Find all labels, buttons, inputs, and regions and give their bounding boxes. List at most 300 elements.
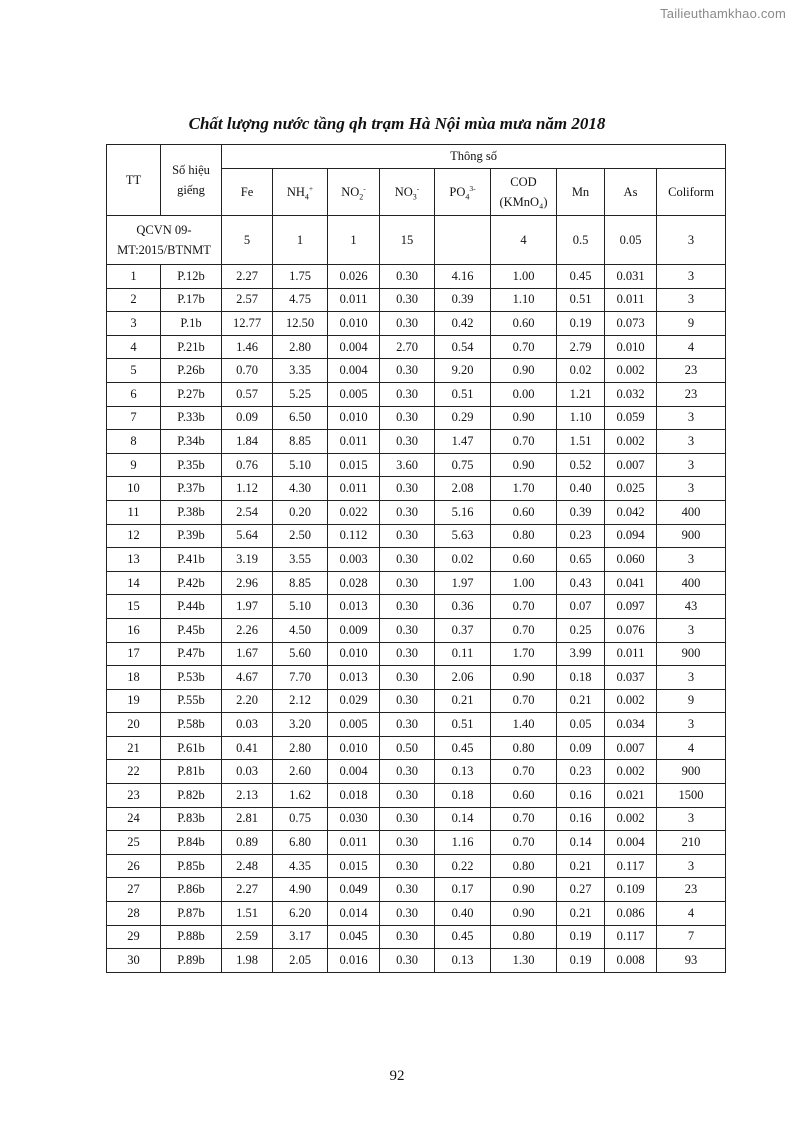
table-cell: 2.96 <box>222 571 273 595</box>
table-cell: 0.109 <box>605 878 657 902</box>
table-cell: 0.60 <box>491 784 557 808</box>
table-cell: 4.35 <box>273 854 328 878</box>
table-cell: 0.011 <box>328 430 380 454</box>
table-cell: 2.13 <box>222 784 273 808</box>
table-cell: 0.015 <box>328 453 380 477</box>
table-cell: 0.13 <box>435 949 491 973</box>
table-cell: 0.30 <box>380 571 435 595</box>
table-cell: 93 <box>657 949 726 973</box>
table-cell: 4.16 <box>435 265 491 289</box>
table-cell: 0.70 <box>491 689 557 713</box>
table-cell: 0.03 <box>222 713 273 737</box>
table-cell: 0.042 <box>605 500 657 524</box>
table-cell: P.12b <box>161 265 222 289</box>
table-cell: P.84b <box>161 831 222 855</box>
table-cell: 8 <box>107 430 161 454</box>
table-cell: 0.002 <box>605 807 657 831</box>
table-cell: 0.76 <box>222 453 273 477</box>
table-row <box>107 595 726 619</box>
table-title: Chất lượng nước tầng qh trạm Hà Nội mùa mưa năm 2018 <box>188 114 606 133</box>
table-cell: 0.011 <box>328 831 380 855</box>
header-well-id <box>161 145 222 216</box>
page-number: 92 <box>389 1068 405 1084</box>
table-cell: 0.30 <box>380 288 435 312</box>
table-row <box>107 618 726 642</box>
table-cell: P.26b <box>161 359 222 383</box>
table-cell: 0.011 <box>605 642 657 666</box>
table-cell: 2.70 <box>380 335 435 359</box>
table-cell: 0.30 <box>380 430 435 454</box>
table-cell: 4 <box>107 335 161 359</box>
table-cell: 400 <box>657 571 726 595</box>
table-cell: 27 <box>107 878 161 902</box>
table-cell: 0.40 <box>435 902 491 926</box>
table-cell: 3 <box>657 713 726 737</box>
table-cell: 0.29 <box>435 406 491 430</box>
table-cell: 2.81 <box>222 807 273 831</box>
table-cell: 3 <box>107 312 161 336</box>
table-cell: 900 <box>657 524 726 548</box>
table-cell: 5.25 <box>273 382 328 406</box>
table-cell: 0.30 <box>380 666 435 690</box>
table-cell: 6.80 <box>273 831 328 855</box>
table-cell: 0.70 <box>491 618 557 642</box>
table-cell: 0.018 <box>328 784 380 808</box>
table-cell: 0.073 <box>605 312 657 336</box>
table-cell: 0.010 <box>328 736 380 760</box>
table-row <box>107 902 726 926</box>
standard-value: 15 <box>380 216 435 265</box>
table-cell: 0.70 <box>491 595 557 619</box>
table-cell: 0.09 <box>222 406 273 430</box>
table-cell: 0.42 <box>435 312 491 336</box>
table-cell: 2.26 <box>222 618 273 642</box>
standard-row <box>107 216 726 265</box>
table-row <box>107 736 726 760</box>
table-cell: 24 <box>107 807 161 831</box>
table-cell: 0.16 <box>557 807 605 831</box>
table-row <box>107 760 726 784</box>
table-row <box>107 265 726 289</box>
table-cell: 0.51 <box>557 288 605 312</box>
table-row <box>107 288 726 312</box>
header-no2 <box>328 169 380 216</box>
table-cell: 0.16 <box>557 784 605 808</box>
table-cell: 0.049 <box>328 878 380 902</box>
table-cell: 0.045 <box>328 925 380 949</box>
no3-base: NO <box>394 184 413 199</box>
table-cell: 0.016 <box>328 949 380 973</box>
table-cell: 0.30 <box>380 477 435 501</box>
table-cell: 4 <box>657 335 726 359</box>
table-cell: 0.14 <box>557 831 605 855</box>
table-cell: 0.007 <box>605 736 657 760</box>
table-cell: 0.80 <box>491 854 557 878</box>
no3-sup: - <box>416 183 420 193</box>
table-cell: 5.60 <box>273 642 328 666</box>
table-cell: 210 <box>657 831 726 855</box>
table-cell: 3 <box>657 430 726 454</box>
table-cell: 0.031 <box>605 265 657 289</box>
standard-value: 5 <box>222 216 273 265</box>
header-well-line2: giếng <box>177 183 205 197</box>
table-cell: 0.011 <box>605 288 657 312</box>
table-cell: 2.27 <box>222 878 273 902</box>
table-body <box>107 265 726 973</box>
table-cell: P.89b <box>161 949 222 973</box>
table-cell: 0.45 <box>435 736 491 760</box>
table-cell: 0.75 <box>435 453 491 477</box>
table-row <box>107 831 726 855</box>
no3-sub: 3 <box>412 192 417 201</box>
table-cell: P.21b <box>161 335 222 359</box>
table-cell: 7 <box>657 925 726 949</box>
table-cell: 3.20 <box>273 713 328 737</box>
header-as: As <box>605 169 657 216</box>
table-cell: 1.97 <box>435 571 491 595</box>
table-cell: 0.004 <box>605 831 657 855</box>
table-cell: 1.12 <box>222 477 273 501</box>
table-row <box>107 689 726 713</box>
table-cell: 5.63 <box>435 524 491 548</box>
table-cell: 12.50 <box>273 312 328 336</box>
table-cell: 0.015 <box>328 854 380 878</box>
table-cell: 0.89 <box>222 831 273 855</box>
table-cell: 0.25 <box>557 618 605 642</box>
table-cell: P.86b <box>161 878 222 902</box>
table-cell: 4.90 <box>273 878 328 902</box>
table-cell: 0.90 <box>491 359 557 383</box>
table-cell: 1.21 <box>557 382 605 406</box>
table-cell: 2 <box>107 288 161 312</box>
table-cell: 30 <box>107 949 161 973</box>
table-cell: 0.70 <box>491 430 557 454</box>
cod-line2: (KMnO₄) <box>499 195 548 209</box>
table-row <box>107 335 726 359</box>
table-cell: 0.009 <box>328 618 380 642</box>
table-cell: 0.60 <box>491 312 557 336</box>
table-cell: 28 <box>107 902 161 926</box>
table-cell: 0.30 <box>380 854 435 878</box>
po4-base: PO <box>449 184 466 199</box>
standard-value: 1 <box>273 216 328 265</box>
table-cell: 1.47 <box>435 430 491 454</box>
table-cell: 0.65 <box>557 548 605 572</box>
table-row <box>107 548 726 572</box>
table-cell: 0.30 <box>380 382 435 406</box>
table-cell: P.17b <box>161 288 222 312</box>
table-cell: 9 <box>657 689 726 713</box>
table-cell: 0.112 <box>328 524 380 548</box>
table-cell: 5.64 <box>222 524 273 548</box>
table-cell: 0.059 <box>605 406 657 430</box>
table-cell: 0.003 <box>328 548 380 572</box>
table-cell: 0.37 <box>435 618 491 642</box>
table-cell: 4.50 <box>273 618 328 642</box>
table-cell: 23 <box>107 784 161 808</box>
table-cell: 0.90 <box>491 666 557 690</box>
table-cell: 0.014 <box>328 902 380 926</box>
table-cell: 16 <box>107 618 161 642</box>
table-cell: 0.70 <box>491 335 557 359</box>
standard-value: 0.05 <box>605 216 657 265</box>
table-cell: 0.30 <box>380 689 435 713</box>
table-cell: 0.27 <box>557 878 605 902</box>
table-cell: 3 <box>657 548 726 572</box>
table-cell: 23 <box>657 382 726 406</box>
table-cell: 0.008 <box>605 949 657 973</box>
table-cell: 0.54 <box>435 335 491 359</box>
table-cell: 23 <box>657 359 726 383</box>
table-cell: P.27b <box>161 382 222 406</box>
table-cell: 3 <box>657 666 726 690</box>
water-quality-table <box>106 144 726 973</box>
table-cell: 0.002 <box>605 689 657 713</box>
table-cell: 7 <box>107 406 161 430</box>
table-cell: 0.013 <box>328 595 380 619</box>
table-cell: 6.50 <box>273 406 328 430</box>
no2-base: NO <box>341 184 360 199</box>
table-cell: 0.13 <box>435 760 491 784</box>
table-cell: 9.20 <box>435 359 491 383</box>
table-row <box>107 524 726 548</box>
table-cell: P.61b <box>161 736 222 760</box>
table-row <box>107 359 726 383</box>
table-cell: 0.007 <box>605 453 657 477</box>
table-cell: 0.004 <box>328 359 380 383</box>
table-row <box>107 453 726 477</box>
table-cell: 7.70 <box>273 666 328 690</box>
table-cell: 900 <box>657 760 726 784</box>
table-cell: 29 <box>107 925 161 949</box>
table-cell: 4.30 <box>273 477 328 501</box>
table-cell: 0.117 <box>605 925 657 949</box>
table-cell: 2.05 <box>273 949 328 973</box>
table-cell: P.85b <box>161 854 222 878</box>
table-cell: 0.30 <box>380 807 435 831</box>
table-row <box>107 382 726 406</box>
table-cell: 0.21 <box>557 902 605 926</box>
table-cell: 0.14 <box>435 807 491 831</box>
table-cell: 1.70 <box>491 642 557 666</box>
table-cell: 0.30 <box>380 312 435 336</box>
table-cell: 0.80 <box>491 925 557 949</box>
table-cell: 0.034 <box>605 713 657 737</box>
table-cell: 0.18 <box>557 666 605 690</box>
table-cell: 0.010 <box>605 335 657 359</box>
table-cell: P.83b <box>161 807 222 831</box>
table-cell: 1.84 <box>222 430 273 454</box>
table-cell: P.35b <box>161 453 222 477</box>
table-row <box>107 666 726 690</box>
table-cell: 2.48 <box>222 854 273 878</box>
table-cell: 0.30 <box>380 642 435 666</box>
table-cell: 0.021 <box>605 784 657 808</box>
nh4-base: NH <box>286 184 305 199</box>
table-row <box>107 925 726 949</box>
standard-value: 4 <box>491 216 557 265</box>
table-cell: 2.06 <box>435 666 491 690</box>
table-cell: 0.18 <box>435 784 491 808</box>
header-cod <box>491 169 557 216</box>
cod-line1: COD <box>510 175 537 189</box>
table-cell: 2.60 <box>273 760 328 784</box>
table-row <box>107 713 726 737</box>
table-cell: 0.30 <box>380 713 435 737</box>
table-cell: 0.004 <box>328 335 380 359</box>
nh4-sub: 4 <box>304 192 309 201</box>
table-cell: 0.90 <box>491 878 557 902</box>
table-cell: 0.30 <box>380 878 435 902</box>
table-cell: 0.45 <box>557 265 605 289</box>
table-cell: 0.23 <box>557 760 605 784</box>
table-cell: P.88b <box>161 925 222 949</box>
table-cell: 0.30 <box>380 595 435 619</box>
table-cell: 0.30 <box>380 359 435 383</box>
table-cell: 25 <box>107 831 161 855</box>
table-cell: 0.30 <box>380 524 435 548</box>
table-cell: 20 <box>107 713 161 737</box>
table-cell: 5.10 <box>273 595 328 619</box>
table-cell: 17 <box>107 642 161 666</box>
table-cell: P.34b <box>161 430 222 454</box>
table-cell: 4 <box>657 902 726 926</box>
table-cell: 9 <box>657 312 726 336</box>
table-cell: 9 <box>107 453 161 477</box>
table-cell: 0.30 <box>380 500 435 524</box>
table-cell: 6.20 <box>273 902 328 926</box>
table-cell: 15 <box>107 595 161 619</box>
table-cell: 1.51 <box>557 430 605 454</box>
table-cell: 2.57 <box>222 288 273 312</box>
table-cell: 0.011 <box>328 288 380 312</box>
table-cell: 1.16 <box>435 831 491 855</box>
table-cell: 3 <box>657 265 726 289</box>
table-cell: 0.70 <box>222 359 273 383</box>
table-cell: 0.20 <box>273 500 328 524</box>
table-cell: 0.21 <box>557 854 605 878</box>
table-cell: 1.62 <box>273 784 328 808</box>
header-nh4 <box>273 169 328 216</box>
table-cell: 0.010 <box>328 312 380 336</box>
table-cell: 0.010 <box>328 406 380 430</box>
table-cell: 1.75 <box>273 265 328 289</box>
po4-sub: 4 <box>465 192 470 201</box>
header-po4 <box>435 169 491 216</box>
table-cell: 4.67 <box>222 666 273 690</box>
table-cell: 3 <box>657 477 726 501</box>
table-cell: 400 <box>657 500 726 524</box>
header-coliform: Coliform <box>657 169 726 216</box>
table-cell: 0.43 <box>557 571 605 595</box>
table-cell: 0.032 <box>605 382 657 406</box>
table-cell: 0.30 <box>380 265 435 289</box>
table-cell: 2.27 <box>222 265 273 289</box>
table-cell: 3 <box>657 854 726 878</box>
header-tt: TT <box>107 145 161 216</box>
table-cell: 1.00 <box>491 265 557 289</box>
table-cell: 0.70 <box>491 807 557 831</box>
table-cell: 0.011 <box>328 477 380 501</box>
table-cell: 11 <box>107 500 161 524</box>
table-cell: 0.025 <box>605 477 657 501</box>
standard-label <box>107 216 222 265</box>
no2-sub: 2 <box>359 192 364 201</box>
table-row <box>107 854 726 878</box>
table-cell: 0.90 <box>491 406 557 430</box>
table-cell: 0.21 <box>435 689 491 713</box>
table-cell: 21 <box>107 736 161 760</box>
table-row <box>107 430 726 454</box>
table-cell: 0.30 <box>380 548 435 572</box>
table-cell: 1.70 <box>491 477 557 501</box>
table-cell: 2.12 <box>273 689 328 713</box>
table-cell: 0.90 <box>491 902 557 926</box>
table-cell: 0.19 <box>557 949 605 973</box>
table-cell: 0.19 <box>557 312 605 336</box>
table-cell: 8.85 <box>273 571 328 595</box>
table-cell: 14 <box>107 571 161 595</box>
table-row <box>107 642 726 666</box>
table-cell: P.39b <box>161 524 222 548</box>
table-cell: 2.20 <box>222 689 273 713</box>
table-cell: 0.02 <box>557 359 605 383</box>
table-cell: 0.005 <box>328 713 380 737</box>
table-cell: 0.30 <box>380 618 435 642</box>
table-cell: 0.70 <box>491 760 557 784</box>
header-fe: Fe <box>222 169 273 216</box>
table-cell: 0.30 <box>380 831 435 855</box>
table-cell: 1.46 <box>222 335 273 359</box>
table-cell: 13 <box>107 548 161 572</box>
table-row <box>107 312 726 336</box>
standard-value: 3 <box>657 216 726 265</box>
table-cell: 0.50 <box>380 736 435 760</box>
table-cell: 0.22 <box>435 854 491 878</box>
table-cell: 1.10 <box>557 406 605 430</box>
header-mn: Mn <box>557 169 605 216</box>
table-row <box>107 807 726 831</box>
table-cell: 1.97 <box>222 595 273 619</box>
table-cell: 0.05 <box>557 713 605 737</box>
table-cell: 0.002 <box>605 760 657 784</box>
table-cell: 2.59 <box>222 925 273 949</box>
nh4-sup: + <box>308 183 314 193</box>
table-cell: 3.19 <box>222 548 273 572</box>
table-cell: 0.90 <box>491 453 557 477</box>
table-cell: 0.005 <box>328 382 380 406</box>
table-cell: 0.117 <box>605 854 657 878</box>
table-cell: 3.60 <box>380 453 435 477</box>
table-cell: 0.57 <box>222 382 273 406</box>
table-cell: P.37b <box>161 477 222 501</box>
table-cell: 12.77 <box>222 312 273 336</box>
table-cell: 8.85 <box>273 430 328 454</box>
table-cell: 0.41 <box>222 736 273 760</box>
table-cell: P.41b <box>161 548 222 572</box>
header-parameters: Thông số <box>222 145 726 169</box>
table-cell: 0.022 <box>328 500 380 524</box>
table-cell: 1500 <box>657 784 726 808</box>
table-cell: 0.028 <box>328 571 380 595</box>
table-cell: 0.004 <box>328 760 380 784</box>
table-cell: 0.07 <box>557 595 605 619</box>
table-cell: 0.39 <box>435 288 491 312</box>
table-cell: 0.030 <box>328 807 380 831</box>
table-cell: 4.75 <box>273 288 328 312</box>
table-cell: 0.076 <box>605 618 657 642</box>
table-cell: 0.00 <box>491 382 557 406</box>
